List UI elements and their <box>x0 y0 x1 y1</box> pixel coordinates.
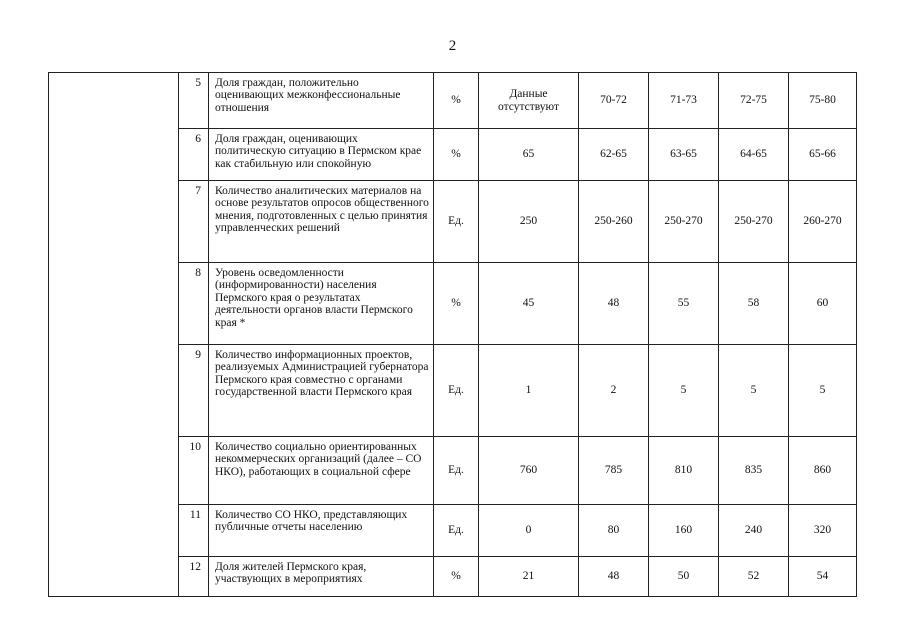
indicators-table <box>48 72 857 597</box>
table-body <box>49 73 857 597</box>
table-row <box>49 73 857 129</box>
row-number-cell: 7 <box>179 181 209 263</box>
value-cell: 785 <box>579 437 649 505</box>
row-number-cell: 11 <box>179 505 209 557</box>
row-number-cell: 8 <box>179 263 209 345</box>
value-cell: 810 <box>649 437 719 505</box>
value-cell: 250-260 <box>579 181 649 263</box>
page-number: 2 <box>448 38 457 54</box>
row-number-cell: 12 <box>179 557 209 597</box>
value-cell: 80 <box>579 505 649 557</box>
value-cell: 65-66 <box>789 129 857 181</box>
indicator-name-cell: Количество социально ориентированных некоммерческих организаций (далее – СО НКО), работающих в социальной сфере <box>209 437 434 505</box>
value-cell: 240 <box>719 505 789 557</box>
row-number-cell: 10 <box>179 437 209 505</box>
value-cell: 5 <box>649 345 719 437</box>
value-cell: 71-73 <box>649 73 719 129</box>
value-cell: 1 <box>479 345 579 437</box>
indicator-name-cell: Количество СО НКО, представляющих публичные отчеты населению <box>209 505 434 557</box>
value-cell: 250 <box>479 181 579 263</box>
value-cell: 835 <box>719 437 789 505</box>
value-cell: 0 <box>479 505 579 557</box>
indicator-name-cell: Количество информационных проектов, реализуемых Администрацией губернатора Пермского края совместно с органами государственной власти Пермского края <box>209 345 434 437</box>
value-cell: 75-80 <box>789 73 857 129</box>
value-cell: 58 <box>719 263 789 345</box>
value-cell: 5 <box>719 345 789 437</box>
value-cell: 70-72 <box>579 73 649 129</box>
unit-cell: Ед. <box>434 345 479 437</box>
value-cell: 54 <box>789 557 857 597</box>
value-cell: Данные отсутствуют <box>479 73 579 129</box>
indicator-name-cell: Доля жителей Пермского края, участвующих в мероприятиях <box>209 557 434 597</box>
value-cell: 45 <box>479 263 579 345</box>
value-cell: 320 <box>789 505 857 557</box>
value-cell: 72-75 <box>719 73 789 129</box>
value-cell: 48 <box>579 263 649 345</box>
value-cell: 62-65 <box>579 129 649 181</box>
unit-cell: % <box>434 73 479 129</box>
value-cell: 5 <box>789 345 857 437</box>
row-number-cell: 9 <box>179 345 209 437</box>
left-blank-cell <box>49 73 179 597</box>
unit-cell: Ед. <box>434 437 479 505</box>
value-cell: 250-270 <box>719 181 789 263</box>
value-cell: 52 <box>719 557 789 597</box>
value-cell: 48 <box>579 557 649 597</box>
indicator-name-cell: Доля граждан, положительно оценивающих межконфессиональные отношения <box>209 73 434 129</box>
value-cell: 55 <box>649 263 719 345</box>
value-cell: 2 <box>579 345 649 437</box>
row-number-cell: 5 <box>179 73 209 129</box>
unit-cell: % <box>434 263 479 345</box>
unit-cell: % <box>434 129 479 181</box>
value-cell: 64-65 <box>719 129 789 181</box>
unit-cell: % <box>434 557 479 597</box>
value-cell: 860 <box>789 437 857 505</box>
row-number-cell: 6 <box>179 129 209 181</box>
unit-cell: Ед. <box>434 505 479 557</box>
value-cell: 63-65 <box>649 129 719 181</box>
indicator-name-cell: Уровень осведомленности (информированности) населения Пермского края о результатах деятельности органов власти Пермского края * <box>209 263 434 345</box>
value-cell: 160 <box>649 505 719 557</box>
value-cell: 60 <box>789 263 857 345</box>
value-cell: 50 <box>649 557 719 597</box>
value-cell: 65 <box>479 129 579 181</box>
unit-cell: Ед. <box>434 181 479 263</box>
value-cell: 21 <box>479 557 579 597</box>
value-cell: 250-270 <box>649 181 719 263</box>
value-cell: 260-270 <box>789 181 857 263</box>
indicator-name-cell: Количество аналитических материалов на основе результатов опросов общественного мнения, подготовленных с целью принятия управленческих решений <box>209 181 434 263</box>
indicator-name-cell: Доля граждан, оценивающих политическую ситуацию в Пермском крае как стабильную или спокойную <box>209 129 434 181</box>
value-cell: 760 <box>479 437 579 505</box>
